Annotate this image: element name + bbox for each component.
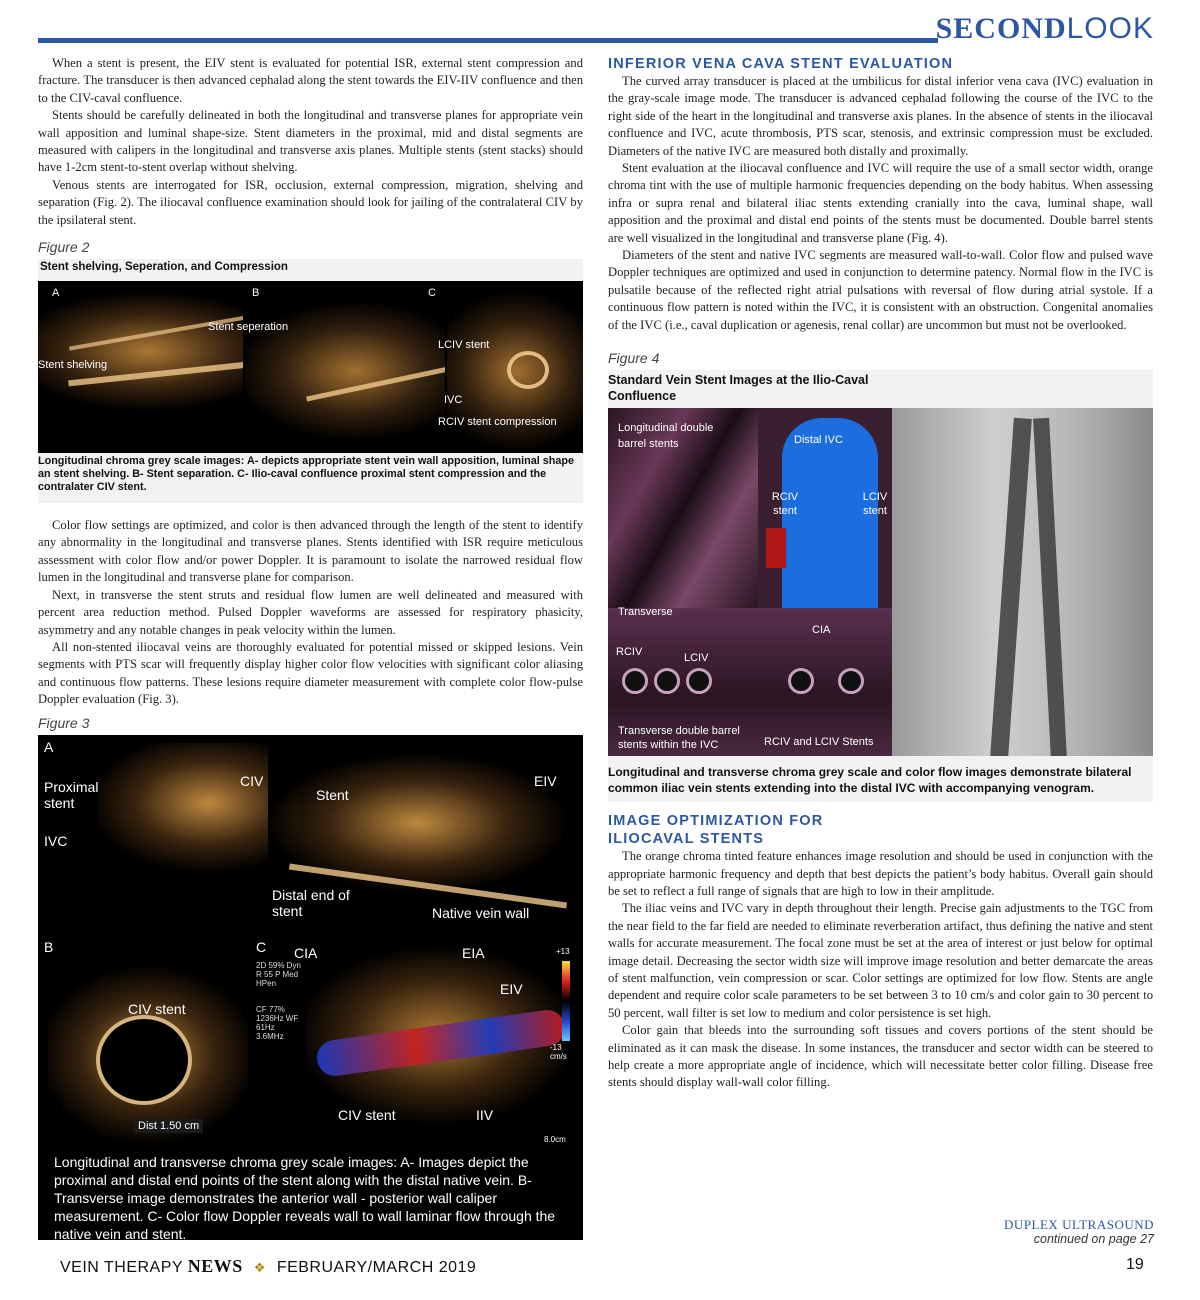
paragraph: Color gain that bleeds into the surrounding soft tissues and covers portions of the stent should be eliminated as it can mask the disease. In some instances, the transducer and sector width can be steered to help create a more appropriate angle of incidence, which will necessitate better color filling. Disease free stents should display wall-wall color filling. bbox=[608, 1023, 1153, 1090]
rciv-compression-label: RCIV stent compression bbox=[438, 416, 557, 429]
figure-4 bbox=[608, 370, 1153, 802]
settings-cf: CF 77% 1236Hz WF 61Hz 3.6MHz bbox=[256, 1004, 299, 1041]
continued-note: continued on page 27 bbox=[1033, 1232, 1154, 1246]
stent-label: Stent bbox=[316, 786, 349, 803]
eiv-top-label: EIV bbox=[534, 772, 557, 789]
eiv-c-label: EIV bbox=[500, 980, 523, 997]
lciv-stent-label: LCIV stent bbox=[862, 491, 888, 518]
color-doppler-panel-c bbox=[306, 945, 566, 1125]
section-brand bbox=[936, 14, 1154, 44]
paragraph: Venous stents are interrogated for ISR, occlusion, external compression, migration, shelving and separation (Fig. 2). The iliocaval confluence examination should look for jailing of the contralateral CIV by the ipsilateral stent. bbox=[38, 177, 583, 227]
cia-label: CIA bbox=[812, 624, 831, 637]
left-column bbox=[38, 55, 583, 1240]
venogram-image bbox=[892, 408, 1153, 756]
paragraph: When a stent is present, the EIV stent is evaluated for potential ISR, external stent compression and fracture. The transducer is then advanced cephalad along the stent towards the EIV-IIV confluence and then to the CIV-caval confluence. bbox=[38, 56, 583, 105]
distal-end-label: Distal end of stent bbox=[272, 886, 350, 919]
continued-title: DUPLEX ULTRASOUND bbox=[1004, 1217, 1154, 1232]
right-column bbox=[608, 55, 1153, 1092]
distal-ivc-label: Distal IVC bbox=[794, 434, 843, 447]
figure-2 bbox=[38, 259, 583, 503]
panel-b-label: B bbox=[44, 938, 54, 955]
native-wall-label: Native vein wall bbox=[432, 904, 530, 921]
page-number: 19 bbox=[1126, 1256, 1144, 1273]
figure-3-caption: Longitudinal and transverse chroma grey scale images: A- Images depict the proximal and distal end points of the stent along with the distal native vein. B- Transverse image demonstrates the anterior wall - posterior wall caliper measurement. C- Color flow Doppler reveals wall to wall laminar flow through the native vein and stent. bbox=[54, 1153, 556, 1242]
ultrasound-panel-b bbox=[245, 281, 445, 453]
issue-date: FEBRUARY/MARCH 2019 bbox=[276, 1259, 477, 1276]
figure-2-label: Figure 2 bbox=[38, 239, 90, 256]
stent-seperation-label: Stent seperation bbox=[208, 321, 289, 334]
paragraph: All non-stented iliocaval veins are thoroughly evaluated for potential missed or skipped lesions. Vein segments with PTS scar will frequently display higher color flow velocities with significant color aliasing and continuous flow patterns. These lesions require diameter measurement with complete color flow-pulse Doppler evaluation (Fig. 3). bbox=[38, 639, 583, 707]
section-heading-optimization: IMAGE OPTIMIZATION FOR ILIOCAVAL STENTS bbox=[608, 813, 824, 848]
rciv-label: RCIV bbox=[616, 646, 643, 659]
panel-a-label: A bbox=[44, 738, 54, 755]
section-heading-ivc: INFERIOR VENA CAVA STENT EVALUATION bbox=[608, 56, 954, 72]
paragraph: The orange chroma tinted feature enhances image resolution and should be used in conjunction with the appropriate harmonic frequency and depth that best depicts the patient’s body habitus. Overall gain should be set to reflect a full range of signals that are high to low in their amplitude. bbox=[608, 849, 1153, 898]
figure-4-title: Standard Vein Stent Images at the Ilio-Caval Confluence bbox=[608, 373, 869, 404]
iiv-label: IIV bbox=[476, 1106, 494, 1123]
transverse-double-label: Transverse double barrel stents within the IVC bbox=[618, 725, 740, 752]
eia-label: EIA bbox=[462, 944, 485, 961]
panel-c-label: C bbox=[428, 287, 436, 300]
panel-a-label: A bbox=[52, 287, 60, 300]
ivc-label: IVC bbox=[44, 832, 68, 849]
paragraph: The iliac veins and IVC vary in depth throughout their length. Precise gain adjustments to the TGC from the near field to the far field are needed to eliminate reverberation artifact, thus defining the native and stent walls for accurate measurement. The focal zone must be set at the area of interest or just below for optimal image detail. Decreasing the sector width size will improve image resolution and better demarcate the areas of stent malfunction, vein compression or scar. Color settings are optimized for low flow. Stents are angle dependent and require color scale parameters to be set between 3 to 10 cm/s and color gain to 30 percent to 50 percent, wall filter is set low to medium and color persistence is set high. bbox=[608, 901, 1153, 1020]
depth-label: 8.0cm bbox=[544, 1134, 566, 1144]
proximal-stent-label: Proximal stent bbox=[44, 778, 99, 811]
panel-b-label: B bbox=[252, 287, 260, 300]
figure-2-panels bbox=[38, 281, 583, 453]
ivc-label: IVC bbox=[444, 394, 463, 407]
distance-readout: Dist 1.50 cm bbox=[134, 1119, 203, 1133]
rciv-lciv-stents-label: RCIV and LCIV Stents bbox=[764, 736, 874, 749]
scale-bottom: -13 cm/s bbox=[550, 1042, 567, 1061]
panel-c-label: C bbox=[256, 938, 267, 955]
paragraph: Diameters of the stent and native IVC segments are measured wall-to-wall. Color flow and pulsed wave Doppler techniques are optimized and used in conjunction to determine patency. Normal flow in the IVC is pulsatile because of the reflected right atrial pulsations with reversal of flow during atrial systole. If a continuous flow pattern is noted within the IVC, it is consistent with an obstruction. Congenital anomalies of the IVC (i.e., caval duplication or agenesis, renal collar) are uncommon but must not be overlooked. bbox=[608, 248, 1153, 332]
paragraph: Next, in transverse the stent struts and residual flow lumen are well delineated and measured with percent area reduction method. Pulsed Doppler waveforms are assessed for respiratory phasicity, asymmetry and any notable changes in peak velocity within the lumen. bbox=[38, 587, 583, 637]
header-rule bbox=[38, 38, 938, 43]
civ-stent-c-label: CIV stent bbox=[338, 1106, 396, 1123]
footer bbox=[60, 1256, 476, 1277]
brand-light: LOOK bbox=[1066, 12, 1154, 45]
lciv-label: LCIV bbox=[684, 652, 709, 665]
long-double-barrel-label: Longitudinal double barrel stents bbox=[618, 422, 714, 451]
cia-label: CIA bbox=[294, 944, 318, 961]
figure-2-title: Stent shelving, Seperation, and Compression bbox=[40, 261, 288, 274]
figure-4-label: Figure 4 bbox=[608, 350, 660, 367]
color-scale-bar bbox=[562, 961, 570, 1041]
brand-bold: SECOND bbox=[935, 12, 1067, 45]
ultrasound-panel-b bbox=[48, 945, 248, 1145]
lciv-stent-label: LCIV stent bbox=[438, 339, 490, 352]
figure-3 bbox=[38, 735, 583, 1240]
figure-2-caption: Longitudinal chroma grey scale images: A- depicts appropriate stent vein wall apposition, luminal shape an stent shelving. B- Stent separation. C- Ilio-caval confluence proximal stent compression and the contralater CIV stent. bbox=[38, 455, 574, 494]
stent-shelving-label: Stent shelving bbox=[38, 359, 108, 372]
civ-stent-b-label: CIV stent bbox=[128, 1000, 186, 1017]
paragraph: The curved array transducer is placed at the umbilicus for distal inferior vena cava (IVC) evaluation in the gray-scale image mode. The transducer is advanced cephalad following the course of the IVC to the right side of the heart in the longitudinal and transverse axis planes. In the absence of stents in the iliocaval confluence and IVC, acute thrombosis, PTS scar, stenosis, and extrinsic compression must be excluded. Diameters of the native IVC are measured both distally and proximally. bbox=[608, 74, 1153, 158]
paragraph: Stents should be carefully delineated in both the longitudinal and transverse planes for appropriate vein wall apposition and luminal shape-size. Stent diameters in the proximal, mid and distal segments are measured with calipers in the longitudinal and transverse axis planes. Multiple stents (stent stacks) should have 1-2cm stent-to-stent overlap without shelving. bbox=[38, 108, 583, 175]
paragraph: Color flow settings are optimized, and color is then advanced through the length of the stent to identify any abnormality in the longitudinal and transverse planes. Stents identified with ISR require meticulous assessment with color flow and/or power Doppler. It is paramount to isolate the narrowed residual flow lumen in the longitudinal and transverse plane for comparison. bbox=[38, 518, 583, 585]
rciv-stent-label: RCIV stent bbox=[771, 491, 799, 518]
settings-2d: 2D 59% Dyn R 55 P Med HPen bbox=[256, 960, 301, 988]
civ-label: CIV bbox=[240, 772, 264, 789]
figure-3-label: Figure 3 bbox=[38, 714, 90, 731]
figure-4-caption: Longitudinal and transverse chroma grey scale and color flow images demonstrate bilateral common iliac vein stents extending into the distal IVC with accompanying venogram. bbox=[608, 765, 1132, 796]
paragraph: Stent evaluation at the iliocaval confluence and IVC will require the use of a small sector width, orange chroma tint with the use of multiple harmonic frequencies depending on the body habitus. When assessing infra or supra renal and bilateral iliac stents extending cranially into the cava, luminal shape, wall apposition and the proximal and distal end points of the stents must be documented. Double barrel stents are well visualized in the longitudinal and transverse plane (Fig. 4). bbox=[608, 161, 1153, 245]
transverse-label: Transverse bbox=[618, 606, 673, 619]
diamond-icon: ❖ bbox=[253, 1260, 266, 1275]
scale-top: +13 bbox=[556, 946, 570, 956]
publication-name: VEIN THERAPY bbox=[60, 1259, 183, 1276]
publication-name-bold: NEWS bbox=[187, 1256, 243, 1276]
